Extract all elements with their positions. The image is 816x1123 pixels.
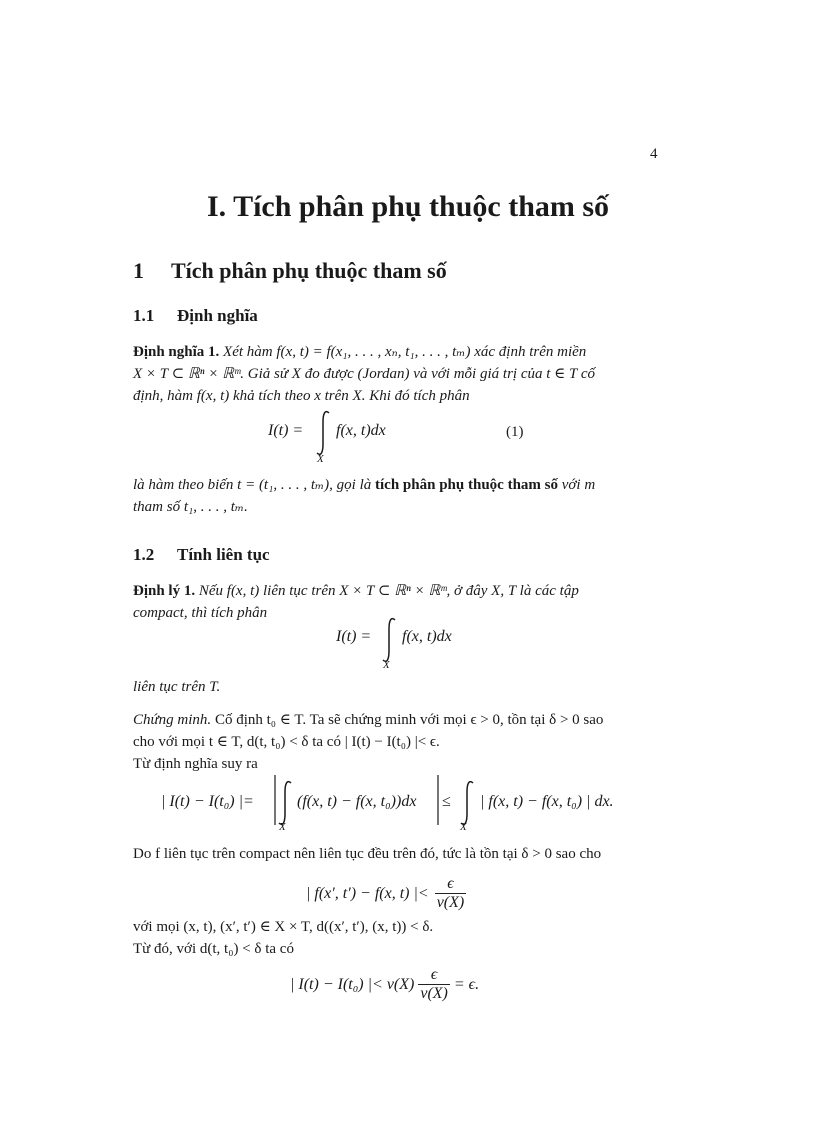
final-fraction [418, 966, 450, 1003]
definition-text: với m [561, 477, 596, 493]
proof-line: Từ đó, với d(t, t₀) < δ ta có [133, 941, 294, 957]
proof-line: với mọi (x, t), (x′, t′) ∈ X × T, d((x′, t′), (x, t)) < δ. [133, 919, 434, 935]
proof-label: Chứng minh. [133, 712, 212, 728]
final-rhs: = ϵ. [453, 975, 480, 993]
abs-bar-right [435, 775, 441, 825]
integral-domain: X [383, 659, 390, 671]
theorem-equation-lhs: I(t) = [336, 628, 372, 645]
subsection-number: 1.1 [133, 306, 155, 325]
integral-sign [459, 780, 477, 826]
integral-sign [381, 617, 399, 663]
definition-line: Xét hàm f(x, t) = f(x₁, . . . , xₙ, t₁, . . . , tₘ) xác định trên miền [223, 344, 587, 360]
definition-line: định, hàm f(x, t) khả tích theo x trên X. Khi đó tích phân [133, 388, 470, 404]
estimate-rhs: | f(x, t) − f(x, t₀) | dx. [480, 793, 614, 810]
definition-continuation [133, 474, 663, 518]
uc-numerator: ϵ [435, 875, 467, 894]
proof-block [133, 709, 663, 775]
estimate-lhs: | I(t) − I(t₀) |= [161, 793, 254, 810]
definition-text: là hàm theo biến t = (t₁, . . . , tₘ), gọi là [133, 477, 372, 493]
subsection-title: Tính liên tục [177, 545, 270, 564]
final-lhs: | I(t) − I(t₀) |< v(X) [290, 975, 415, 993]
integral-sign [277, 780, 295, 826]
definition-block [133, 341, 663, 407]
theorem-line: Nếu f(x, t) liên tục trên X × T ⊂ ℝⁿ × ℝᵐ, ở đây X, T là các tập [198, 583, 579, 599]
subsection-heading-definition [133, 306, 258, 326]
integral-sign [315, 410, 333, 456]
section-heading [133, 258, 447, 284]
proof-line: cho với mọi t ∈ T, d(t, t₀) < δ ta có | I(t) − I(t₀) |< ϵ. [133, 734, 440, 750]
uc-denominator: v(X) [436, 894, 465, 911]
page-number: 4 [650, 146, 658, 162]
equation-lhs: I(t) = [268, 422, 304, 439]
final-equation [290, 966, 479, 1003]
leq-sign: ≤ [442, 793, 451, 810]
proof-block-end [133, 916, 663, 960]
definition-line: X × T ⊂ ℝⁿ × ℝᵐ. Giả sử X đo được (Jordan) và với mỗi giá trị của t ∈ T cố [133, 366, 595, 382]
equation-number: (1) [506, 424, 524, 440]
theorem-label: Định lý 1. [133, 583, 196, 599]
uc-lhs: | f(x′, t′) − f(x, t) |< [306, 884, 429, 902]
theorem-line: compact, thì tích phân [133, 605, 268, 621]
theorem-conclusion: liên tục trên T. [133, 679, 221, 695]
integral-domain: X [460, 821, 467, 833]
theorem-equation-rhs: f(x, t)dx [402, 628, 452, 645]
final-numerator: ϵ [418, 966, 450, 985]
proof-line: Do f liên tục trên compact nên liên tục đều trên đó, tức là tồn tại δ > 0 sao cho [133, 846, 602, 862]
section-title: Tích phân phụ thuộc tham số [171, 258, 447, 283]
subsection-heading-continuity [133, 545, 270, 565]
section-number: 1 [133, 258, 144, 283]
defined-term: tích phân phụ thuộc tham số [375, 477, 558, 493]
uniform-continuity-equation [306, 875, 466, 912]
final-denominator: v(X) [420, 985, 448, 1002]
definition-label: Định nghĩa 1. [133, 344, 220, 360]
proof-line: Cố định t₀ ∈ T. Ta sẽ chứng minh với mọi ϵ > 0, tồn tại δ > 0 sao [214, 712, 604, 728]
subsection-number: 1.2 [133, 545, 155, 564]
equation-rhs: f(x, t)dx [336, 422, 386, 439]
integral-domain: X [317, 453, 324, 465]
uc-fraction [435, 875, 467, 912]
definition-text: tham số t₁, . . . , tₘ. [133, 499, 248, 515]
integral-domain: X [279, 821, 286, 833]
subsection-title: Định nghĩa [177, 306, 258, 325]
proof-line: Từ định nghĩa suy ra [133, 756, 258, 772]
estimate-integrand: (f(x, t) − f(x, t₀))dx [297, 793, 417, 810]
chapter-title: I. Tích phân phụ thuộc tham số [206, 190, 610, 223]
